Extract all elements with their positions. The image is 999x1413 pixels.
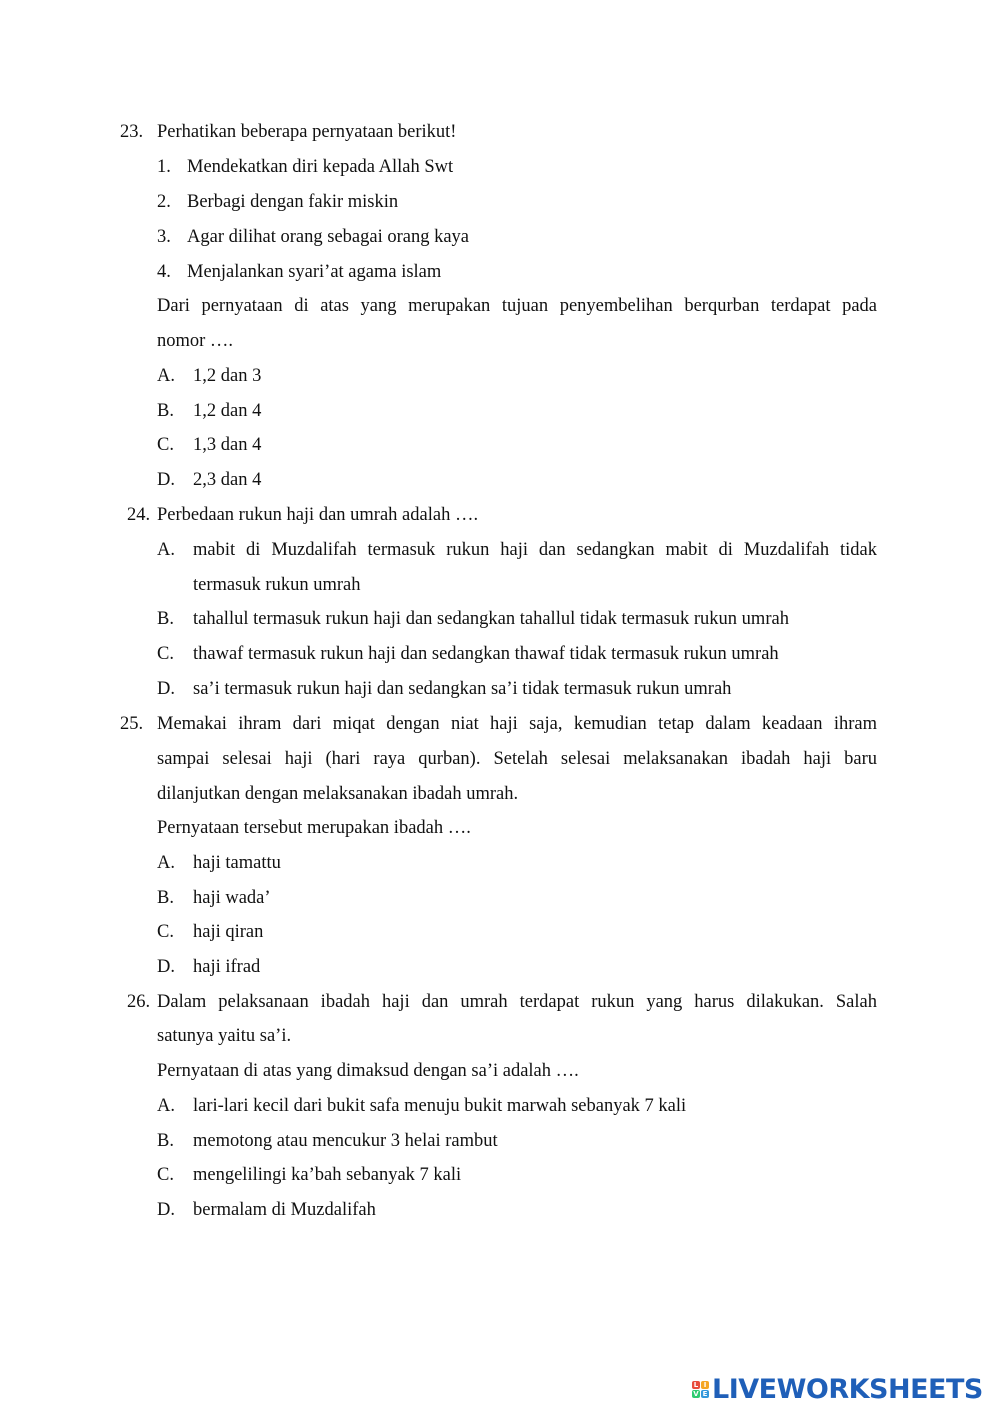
question-stem: satunya yaitu sa’i. [157,1026,292,1046]
liveworksheets-logo [692,1372,983,1406]
logo-text: LIVEWORKSHEETS [712,1373,983,1405]
statement-number: 3. [157,227,171,247]
option-text[interactable]: haji tamattu [193,853,281,873]
statement-number: 4. [157,262,171,282]
option-letter: D. [157,957,175,977]
question-stem: Perbedaan rukun haji dan umrah adalah …. [157,505,479,525]
option-text[interactable]: haji qiran [193,922,264,942]
option-text-continued[interactable]: termasuk rukun umrah [193,575,361,595]
option-letter: D. [157,470,175,490]
option-text[interactable]: mabit di Muzdalifah termasuk rukun haji dan sedangkan mabit di Muzdalifah tidak [193,540,877,560]
option-text[interactable]: 2,3 dan 4 [193,470,262,490]
question-text: Pernyataan di atas yang dimaksud dengan sa’i adalah …. [157,1061,579,1081]
option-letter: B. [157,609,174,629]
option-letter: B. [157,888,174,908]
option-letter: D. [157,1200,175,1220]
option-letter: B. [157,401,174,421]
question-stem: Perhatikan beberapa pernyataan berikut! [157,122,457,142]
option-letter: C. [157,435,174,455]
option-text[interactable]: haji ifrad [193,957,261,977]
option-text[interactable]: 1,2 dan 4 [193,401,262,421]
statement-text: Mendekatkan diri kepada Allah Swt [187,157,454,177]
statement-text: Menjalankan syari’at agama islam [187,262,442,282]
option-text[interactable]: bermalam di Muzdalifah [193,1200,376,1220]
option-text[interactable]: 1,2 dan 3 [193,366,262,386]
option-text[interactable]: 1,3 dan 4 [193,435,262,455]
option-letter: A. [157,366,175,386]
question-text: nomor …. [157,331,234,351]
option-text[interactable]: tahallul termasuk rukun haji dan sedangkan tahallul tidak termasuk rukun umrah [193,609,789,629]
logo-icon-tile: V [693,1389,699,1398]
logo-icon-tile: I [701,1381,709,1389]
option-text[interactable]: thawaf termasuk rukun haji dan sedangkan thawaf tidak termasuk rukun umrah [193,644,779,664]
question-stem: Dalam pelaksanaan ibadah haji dan umrah terdapat rukun yang harus dilakukan. Salah [157,992,877,1012]
statement-text: Agar dilihat orang sebagai orang kaya [187,227,470,247]
question-stem: Memakai ihram dari miqat dengan niat haji saja, kemudian tetap dalam keadaan ihram [157,714,877,734]
question-number: 24. [127,505,151,525]
option-text[interactable]: mengelilingi ka’bah sebanyak 7 kali [193,1165,462,1185]
logo-icon-tile: L [693,1380,699,1389]
option-letter: D. [157,679,175,699]
liveworksheets-logo-icon [692,1381,709,1398]
option-text[interactable]: lari-lari kecil dari bukit safa menuju bukit marwah sebanyak 7 kali [193,1096,687,1116]
option-text[interactable]: sa’i termasuk rukun haji dan sedangkan sa’i tidak termasuk rukun umrah [193,679,732,699]
question-stem: dilanjutkan dengan melaksanakan ibadah umrah. [157,784,519,804]
question-stem: sampai selesai haji (hari raya qurban). Setelah selesai melaksanakan ibadah haji baru [157,749,877,769]
statement-text: Berbagi dengan fakir miskin [187,192,399,212]
option-text[interactable]: haji wada’ [193,888,271,908]
option-letter: B. [157,1131,174,1151]
question-text: Pernyataan tersebut merupakan ibadah …. [157,818,471,838]
option-letter: C. [157,922,174,942]
option-text[interactable]: memotong atau mencukur 3 helai rambut [193,1131,498,1151]
option-letter: C. [157,644,174,664]
option-letter: C. [157,1165,174,1185]
question-number: 23. [120,122,144,142]
question-text: Dari pernyataan di atas yang merupakan tujuan penyembelihan berqurban terdapat pada [157,296,877,316]
question-number: 26. [127,992,151,1012]
statement-number: 2. [157,192,171,212]
logo-icon-tile: E [702,1389,708,1398]
option-letter: A. [157,1096,175,1116]
option-letter: A. [157,540,175,560]
statement-number: 1. [157,157,171,177]
question-number: 25. [120,714,144,734]
option-letter: A. [157,853,175,873]
